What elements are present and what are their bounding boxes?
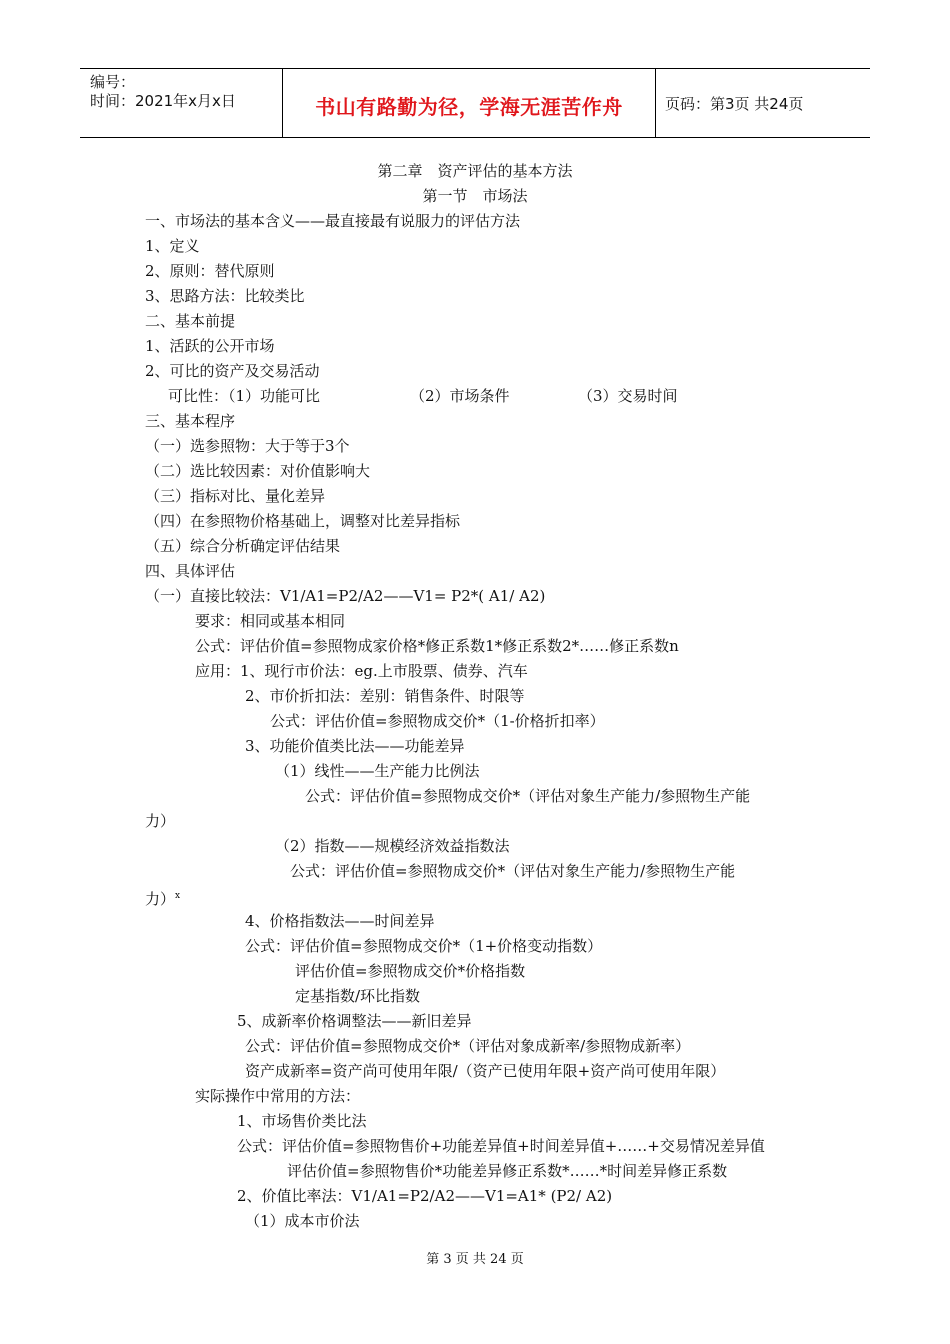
text-line: 资产成新率=资产尚可使用年限/（资产已使用年限+资产尚可使用年限） [245,1062,726,1080]
text-line: 2、原则：替代原则 [145,262,275,280]
text-line: 2、市价折扣法：差别：销售条件、时限等 [245,687,525,705]
chapter-title: 第二章 资产评估的基本方法 [377,162,573,180]
text-line: （3）交易时间 [578,387,678,405]
time-label: 时间：2021年x月x日 [90,92,236,110]
text-line: 1、市场售价类比法 [237,1112,367,1130]
text-line: 公式：评估价值=参照物成家价格*修正系数1*修正系数2*……修正系数n [195,637,679,655]
page-header [80,68,870,138]
text-line: 3、功能价值类比法——功能差异 [245,737,465,755]
text-line: （二）选比较因素：对价值影响大 [145,462,371,480]
text-line: （1）线性——生产能力比例法 [275,762,480,780]
text-line: 评估价值=参照物售价*功能差异修正系数*……*时间差异修正系数 [287,1162,728,1180]
header-motto: 书山有路勤为径，学海无涯苦作舟 [315,95,623,119]
text-line: 2、可比的资产及交易活动 [145,362,320,380]
serial-label: 编号： [90,73,136,91]
text-line: 力） [145,812,176,830]
page-footer: 第 3 页 共 24 页 [426,1252,524,1267]
section-title: 第一节 市场法 [422,187,528,205]
text-line: 4、价格指数法——时间差异 [245,912,435,930]
text-line: 3、思路方法：比较类比 [145,287,305,305]
text-line: 5、成新率价格调整法——新旧差异 [237,1012,472,1030]
text-line: （1）成本市价法 [245,1212,360,1230]
text-line: 2、价值比率法：V1/A1=P2/A2——V1=A1* (P2/ A2) [237,1187,613,1205]
text-line: 一、市场法的基本含义——最直接最有说服力的评估方法 [145,212,521,230]
text-line: 定基指数/环比指数 [295,987,421,1005]
header-page-info: 页码：第3页 共24页 [665,95,804,113]
text-line [145,886,180,909]
header-divider [655,69,656,137]
text-line: （一）直接比较法：V1/A1=P2/A2——V1= P2*( A1/ A2) [145,587,546,605]
text-line: 公式：评估价值=参照物成交价*（1+价格变动指数） [245,937,603,955]
text-line: （2）指数——规模经济效益指数法 [275,837,510,855]
text-line: 应用：1、现行市价法：eg.上市股票、债券、汽车 [195,662,528,680]
text-line: （五）综合分析确定评估结果 [145,537,341,555]
text-line: 公式：评估价值=参照物成交价*（评估对象生产能力/参照物生产能 [290,862,736,880]
text-line: 评估价值=参照物成交价*价格指数 [295,962,526,980]
text-line: 公式：评估价值=参照物售价+功能差异值+时间差异值+……+交易情况差异值 [237,1137,765,1155]
text-line: （一）选参照物：大于等于3个 [145,437,350,455]
text-line: 公式：评估价值=参照物成交价*（评估对象成新率/参照物成新率） [245,1037,691,1055]
text-fragment: 力） [145,890,176,908]
text-line: 二、基本前提 [145,312,236,330]
text-line: 实际操作中常用的方法： [195,1087,361,1105]
superscript-x: x [175,891,181,901]
text-line: （2）市场条件 [410,387,510,405]
text-line: 要求：相同或基本相同 [195,612,346,630]
text-line: 公式：评估价值=参照物成交价*（评估对象生产能力/参照物生产能 [305,787,751,805]
text-line: 可比性：（1）功能可比 [168,387,321,405]
text-line: 三、基本程序 [145,412,236,430]
header-meta [90,73,236,111]
text-line: 1、定义 [145,237,200,255]
text-line: （三）指标对比、量化差异 [145,487,326,505]
text-line: 1、活跃的公开市场 [145,337,275,355]
text-line: （四）在参照物价格基础上，调整对比差异指标 [145,512,461,530]
text-line: 公式：评估价值=参照物成交价*（1-价格折扣率） [270,712,605,730]
text-line: 四、具体评估 [145,562,236,580]
